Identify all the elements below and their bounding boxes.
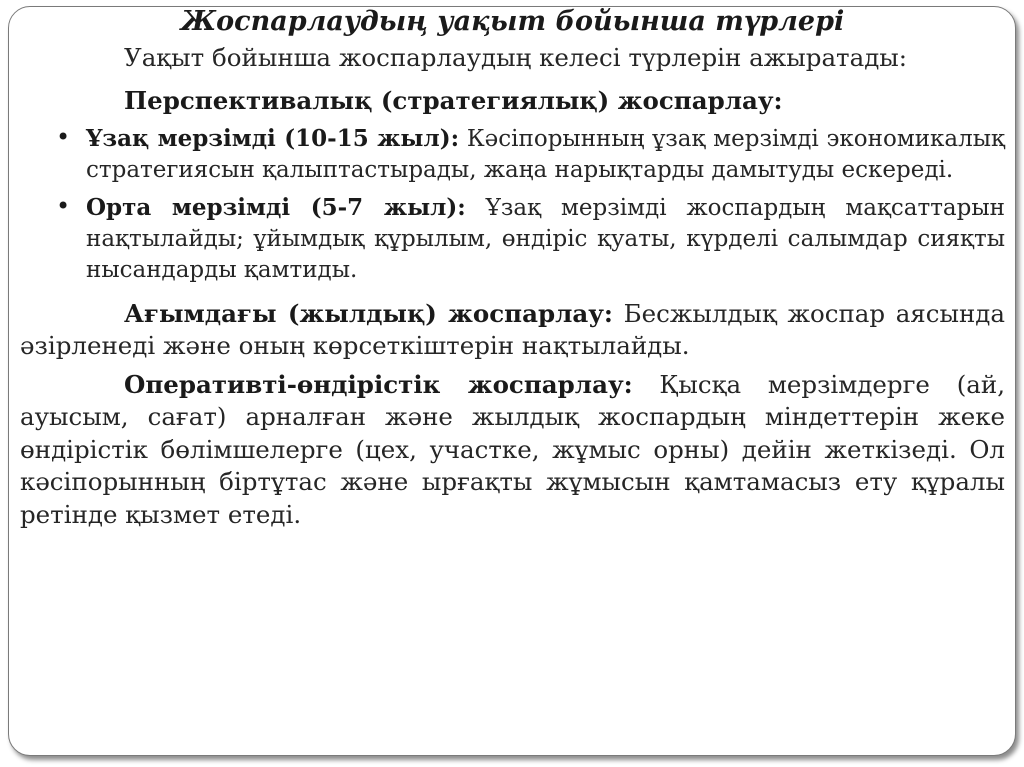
bullet-body-medium-term: Ұзақ мерзімді жоспардың мақсаттарын нақтылайды; ұйымдық құрылым, өндіріс қуаты, күрделі салымдар сияқты нысандарды қамтиды. <box>86 194 1005 283</box>
slide-title: Жоспарлаудың уақыт бойынша түрлері <box>180 6 845 37</box>
bullet-text-medium-term <box>86 192 1005 286</box>
slide-content <box>20 0 1005 531</box>
current-planning-lead: Ағымдағы (жылдық) жоспарлау: <box>124 298 613 328</box>
current-planning-paragraph <box>20 298 1005 363</box>
bullet-lead-medium-term: Орта мерзімді (5-7 жыл): <box>86 193 466 221</box>
bullet-icon: • <box>56 191 71 220</box>
list-item-long-term <box>20 123 1005 186</box>
intro-paragraph: Уақыт бойынша жоспарлаудың келесі түрлерін ажыратады: <box>124 43 908 72</box>
bullet-text-long-term <box>86 123 1005 186</box>
bullet-body-long-term: Кәсіпорынның ұзақ мерзімді экономикалық стратегиясын қалыптастырады, жаңа нарықтарды дамытуды ескереді. <box>86 125 1005 183</box>
operative-planning-body: Қысқа мерзімдерге (ай, ауысым, сағат) арналған және жылдық жоспардың міндеттерін жеке өндірістік бөлімшелерге (цех, участке, жұмыс орны) дейін жеткізеді. Ол кәсіпорынның біртұтас және ырғақты жұмысын қамтамасыз ету құралы ретінде қызмет етеді. <box>20 369 1005 529</box>
current-planning-body: Бесжылдық жоспар аясында әзірленеді және оның көрсеткіштерін нақтылайды. <box>20 298 1005 360</box>
list-item-medium-term <box>20 192 1005 286</box>
bullet-icon: • <box>56 122 71 151</box>
planning-bullet-list <box>20 123 1005 286</box>
section-heading-strategic: Перспективалық (стратегиялық) жоспарлау: <box>124 85 783 115</box>
operative-planning-paragraph <box>20 369 1005 532</box>
bullet-lead-long-term: Ұзақ мерзімді (10-15 жыл): <box>86 124 460 152</box>
operative-planning-lead: Оперативті-өндірістік жоспарлау: <box>124 369 633 399</box>
